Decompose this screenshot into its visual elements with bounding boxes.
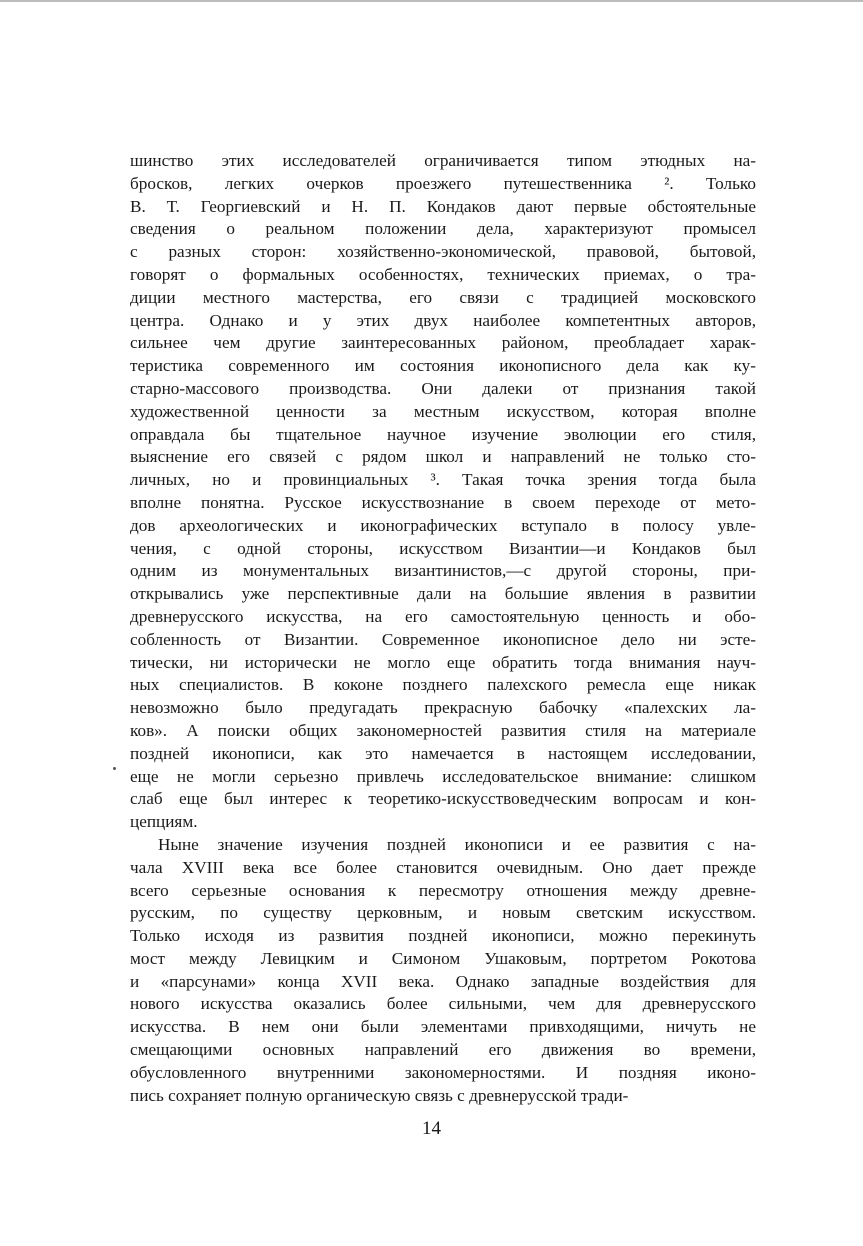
text-line: поздней иконописи, как это намечается в настоящем исследовании, xyxy=(130,743,756,763)
body-text xyxy=(130,150,756,1107)
text-line: искусства. В нем они были элементами привходящими, ничуть не xyxy=(130,1017,756,1037)
text-line: шинство этих исследователей ограничивается типом этюдных на- xyxy=(130,151,756,170)
text-line: собленность от Византии. Современное иконописное дело ни эсте- xyxy=(130,629,756,649)
text-line: русским, по существу церковным, и новым светским искусством. xyxy=(130,903,756,923)
text-line: сведения о реальном положении дела, характеризуют промысел xyxy=(130,219,756,239)
text-line: старно-массового производства. Они далеки от признания такой xyxy=(130,378,756,398)
text-line: одним из монументальных византинистов,—с другой стороны, при- xyxy=(130,561,756,581)
scan-speck xyxy=(113,767,116,770)
text-line: всего серьезные основания к пересмотру отношения между древне- xyxy=(130,880,756,900)
text-line: и «парсунами» конца XVII века. Однако западные воздействия для xyxy=(130,971,756,991)
text-line: говорят о формальных особенностях, технических приемах, о тра- xyxy=(130,264,756,284)
paragraph xyxy=(130,834,756,1108)
text-line: художественной ценности за местным искусством, которая вполне xyxy=(130,401,756,421)
text-line: смещающими основных направлений его движения во времени, xyxy=(130,1040,756,1060)
paragraph xyxy=(130,150,756,834)
text-line: тически, ни исторически не могло еще обратить тогда внимания науч- xyxy=(130,652,756,672)
text-line: сильнее чем другие заинтересованных районом, преобладает харак- xyxy=(130,333,756,353)
text-line: обусловленного внутренними закономерностями. И поздняя иконо- xyxy=(130,1062,756,1082)
text-line: Только исходя из развития поздней иконописи, можно перекинуть xyxy=(130,926,756,946)
text-line: ных специалистов. В коконе позднего палехского ремесла еще никак xyxy=(130,675,756,695)
text-line: центра. Однако и у этих двух наиболее компетентных авторов, xyxy=(130,310,756,330)
text-line: теристика современного им состояния иконописного дела как ку- xyxy=(130,356,756,376)
text-line: с разных сторон: хозяйственно-экономической, правовой, бытовой, xyxy=(130,242,756,262)
text-line: Ныне значение изучения поздней иконописи и ее развития с на- xyxy=(158,834,756,854)
text-line: дов археологических и иконографических вступало в полосу увле- xyxy=(130,515,756,535)
text-line: древнерусского искусства, на его самостоятельную ценность и обо- xyxy=(130,606,756,626)
text-line: мост между Левицким и Симоном Ушаковым, портретом Рокотова xyxy=(130,948,756,968)
text-line: цепциям. xyxy=(130,812,198,832)
page-number: 14 xyxy=(422,1118,441,1139)
text-line: невозможно было предугадать прекрасную бабочку «палехских ла- xyxy=(130,698,756,718)
top-border-line xyxy=(0,0,863,2)
text-line: ков». А поиски общих закономерностей развития стиля на материале xyxy=(130,720,756,740)
text-line: оправдала бы тщательное научное изучение эволюции его стиля, xyxy=(130,424,756,444)
text-line: чения, с одной стороны, искусством Византии—и Кондаков был xyxy=(130,538,756,558)
text-line: выяснение его связей с рядом школ и направлений не только сто- xyxy=(130,447,756,467)
text-line: нового искусства оказались более сильными, чем для древнерусского xyxy=(130,994,756,1014)
text-line: открывались уже перспективные дали на большие явления в развитии xyxy=(130,584,756,604)
text-line: еще не могли серьезно привлечь исследовательское внимание: слишком xyxy=(130,766,756,786)
text-line: В. Т. Георгиевский и Н. П. Кондаков дают первые обстоятельные xyxy=(130,196,756,216)
text-line: пись сохраняет полную органическую связь с древнерусской тради- xyxy=(130,1085,629,1105)
text-line: слаб еще был интерес к теоретико-искусствоведческим вопросам и кон- xyxy=(130,789,756,809)
text-line: диции местного мастерства, его связи с традицией московского xyxy=(130,287,756,307)
text-line: личных, но и провинциальных ³. Такая точка зрения тогда была xyxy=(130,470,756,490)
text-line: чала XVIII века все более становится очевидным. Оно дает прежде xyxy=(130,857,756,877)
text-line: бросков, легких очерков проезжего путешественника ². Только xyxy=(130,173,756,193)
text-line: вполне понятна. Русское искусствознание в своем переходе от мето- xyxy=(130,492,756,512)
